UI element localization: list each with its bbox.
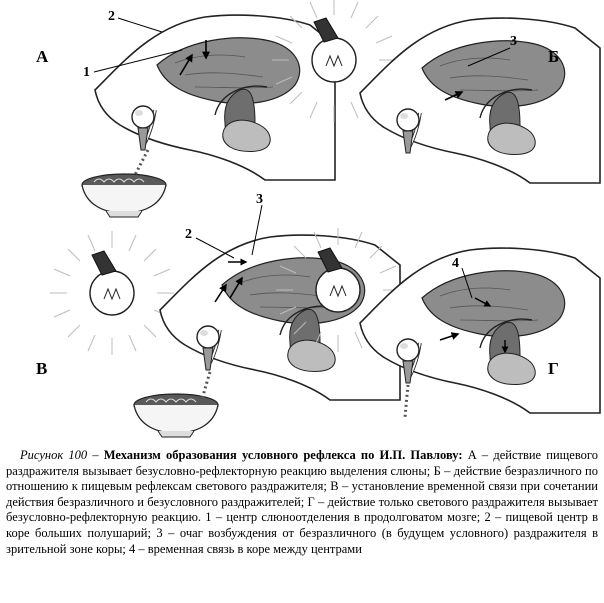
panel-a-diagram	[82, 15, 335, 217]
panel-v-diagram	[50, 205, 400, 437]
panel-g-letter: Г	[548, 359, 559, 378]
panel-v-marker-2: 2	[185, 227, 192, 242]
caption-body: А – действие пищевого раздражителя вызывает безусловно-рефлекторную реакцию выделения слюны; Б – действие безразличного по отношению к пищевым рефлексам светового раздражителя; В – установление временной связи при сочетании действия безразличного и безусловного раздражителей; Г – действие только светового раздражителя вызывает безусловно-рефлекторную реакцию. 1 – центр слюноотделения в продолговатом мозге; 2 – пищевой центр в коре больших полушарий; 3 – очаг возбуждения от безразличного (в будущем условного) раздражителя в зрительной зоне коры; 4 – временная связь в коре между центрами	[6, 448, 598, 556]
figure-label: Рисунок 100	[20, 448, 88, 462]
panel-v-marker-3: 3	[256, 192, 263, 207]
panel-b-marker-3: 3	[510, 34, 517, 49]
panel-a-marker-1: 1	[83, 65, 90, 80]
caption-dash: –	[87, 448, 104, 462]
panel-a-letter: А	[36, 47, 49, 66]
panel-b-letter: Б	[548, 47, 560, 66]
figure-caption	[6, 448, 598, 600]
panel-g-marker-4: 4	[452, 256, 459, 271]
panel-a-marker-2: 2	[108, 9, 115, 24]
panel-v-letter: В	[36, 359, 48, 378]
figure-title: Механизм образования условного рефлекса по И.П. Павлову:	[103, 448, 463, 462]
